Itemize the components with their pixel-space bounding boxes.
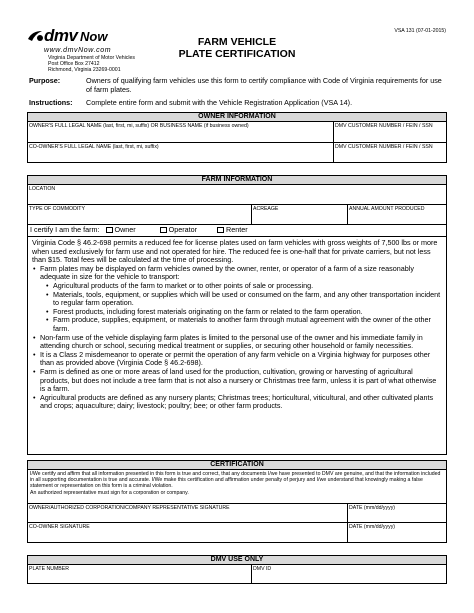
address-line: Post Office Box 27412 <box>48 61 100 67</box>
production-field[interactable] <box>347 205 447 224</box>
instructions-text: Complete entire form and submit with the Vehicle Registration Application (VSA 14). <box>86 98 353 107</box>
farm-location-field[interactable] <box>27 185 447 204</box>
agency-address <box>48 55 148 73</box>
owner-option-label: Owner <box>114 225 136 234</box>
farm-intro-paragraph: Virginia Code § 46.2-698 permits a reduced fee for license plates used on farm vehicles with gross weights of 7,500 lbs or more when used exclusively for farm use and not operated for hire. The reduced fee is one-half that for private carriers, but not less than $15. Total fees will be calculated at the time of processing. <box>32 238 438 265</box>
address-line: Richmond, Virginia 23269-0001 <box>48 67 121 73</box>
owner-id-label: DMV CUSTOMER NUMBER / FEIN / SSN <box>335 123 433 129</box>
owner-date-label: DATE (mm/dd/yyyy) <box>349 505 396 511</box>
coowner-name-field[interactable] <box>27 143 333 163</box>
dmv-logo <box>26 27 116 49</box>
form-number: VSA 131 (07-01-2015) <box>394 28 446 34</box>
dmv-swoosh-icon <box>26 29 46 43</box>
certification-section-header: CERTIFICATION <box>27 460 447 470</box>
form-title <box>150 36 324 60</box>
purpose-label: Purpose: <box>29 76 61 85</box>
owner-checkbox[interactable] <box>106 227 113 233</box>
list-item: • Agricultural products of the farm to market or to other points of sale or processing. <box>32 282 442 291</box>
farm-rules-list <box>32 265 442 411</box>
certification-text: I/We certify and affirm that all information presented in this form is true and correct, that any documents I/we have presented to DMV are genuine, and that the information included in all supporting documentation is true and accurate. I/We make this certification and affirmation under penalty of perjury and I/we understand that knowingly making a false statement or representation on this form is a criminal violation. <box>30 471 441 490</box>
coowner-signature-label: CO-OWNER SIGNATURE <box>29 524 90 530</box>
dmv-id-label: DMV ID <box>253 566 272 572</box>
coowner-id-field[interactable] <box>333 143 447 163</box>
dmv-use-section-header: DMV USE ONLY <box>27 555 447 565</box>
title-line: FARM VEHICLE <box>197 36 277 48</box>
list-item: • Agricultural products are defined as any nursery plants; Christmas trees; horticultural, viticultural, and other cultivated plants and crops; aquaculture; dairy; livestock; poultry; bee; or other farm products. <box>32 394 442 411</box>
plate-number-field[interactable] <box>27 565 251 584</box>
agency-website: www.dmvNow.com <box>44 47 112 54</box>
farm-role-row <box>30 226 440 235</box>
owner-section-header: OWNER INFORMATION <box>27 112 447 122</box>
operator-option-label: Operator <box>168 225 198 234</box>
plate-number-label: PLATE NUMBER <box>29 566 69 572</box>
list-item: • Forest products, including forest materials originating on the farm or related to the farm operation. <box>32 308 442 317</box>
owner-date-field[interactable] <box>347 504 447 522</box>
instructions-label: Instructions: <box>29 98 73 107</box>
list-item: • Materials, tools, equipment, or supplies which will be used or consumed on the farm, and any other transportation incident to regular farm operation. <box>32 291 442 308</box>
list-item: • Farm is defined as one or more areas of land used for the production, cultivation, growing or harvesting of agricultural products, but does not include a tree farm that is not also a nursery or Christmas tree farm, unless it is part of what otherwise is a farm. <box>32 368 442 394</box>
purpose-text: Owners of qualifying farm vehicles use this form to certify compliance with Code of Virginia requirements for use of farm plates. <box>86 76 442 94</box>
coowner-id-label: DMV CUSTOMER NUMBER / FEIN / SSN <box>335 144 433 150</box>
coowner-date-label: DATE (mm/dd/yyyy) <box>349 524 396 530</box>
list-item: • It is a Class 2 misdemeanor to operate or permit the operation of any farm vehicle on a Virginia highway for purposes other than as provided above (Virginia Code § 46.2-698). <box>32 351 442 368</box>
acreage-label: ACREAGE <box>253 206 279 212</box>
list-item: • Non-farm use of the vehicle displaying farm plates is limited to the personal use of the owner and his immediate family in attending church or school, securing medical treatment or supplies, or securing other household or family necessities. <box>32 334 442 351</box>
farm-location-label: LOCATION <box>29 186 56 192</box>
owner-id-field[interactable] <box>333 122 447 142</box>
certify-prefix: I certify I am the farm: <box>30 225 100 234</box>
owner-signature-label: OWNER/AUTHORIZED CORPORATION/COMPANY REPRESENTATIVE SIGNATURE <box>29 505 230 511</box>
logo-dmv-text: dmv <box>44 26 78 45</box>
farm-section-header: FARM INFORMATION <box>27 175 447 185</box>
coowner-date-field[interactable] <box>347 523 447 543</box>
commodity-field[interactable] <box>27 205 251 224</box>
acreage-field[interactable] <box>251 205 347 224</box>
production-label: ANNUAL AMOUNT PRODUCED <box>349 206 425 212</box>
coowner-signature-field[interactable] <box>27 523 347 543</box>
logo-now-text: Now <box>80 29 108 44</box>
owner-name-label: OWNER'S FULL LEGAL NAME (last, first, mi, suffix) OR BUSINESS NAME (if business owned) <box>29 123 249 129</box>
owner-name-field[interactable] <box>27 122 333 142</box>
renter-checkbox[interactable] <box>217 227 224 233</box>
coowner-name-label: CO-OWNER'S FULL LEGAL NAME (last, first, mi, suffix) <box>29 144 159 150</box>
address-line: Virginia Department of Motor Vehicles <box>48 55 135 61</box>
title-line: PLATE CERTIFICATION <box>178 48 296 60</box>
representative-note: An authorized representative must sign for a corporation or company. <box>30 489 189 496</box>
owner-signature-field[interactable] <box>27 504 347 522</box>
certification-statement <box>30 471 445 496</box>
farm-use-rules <box>32 239 442 411</box>
operator-checkbox[interactable] <box>160 227 167 233</box>
list-item: • Farm produce, supplies, equipment, or materials to another farm through mutual agreement with the owner of the other farm. <box>32 316 442 333</box>
dmv-id-field[interactable] <box>251 565 447 584</box>
commodity-label: TYPE OF COMMODITY <box>29 206 85 212</box>
renter-option-label: Renter <box>226 225 248 234</box>
list-item: • Farm plates may be displayed on farm vehicles owned by the owner, renter, or operator of a farm of a size reasonably adequate in size for the vehicle to transport: <box>32 265 442 282</box>
